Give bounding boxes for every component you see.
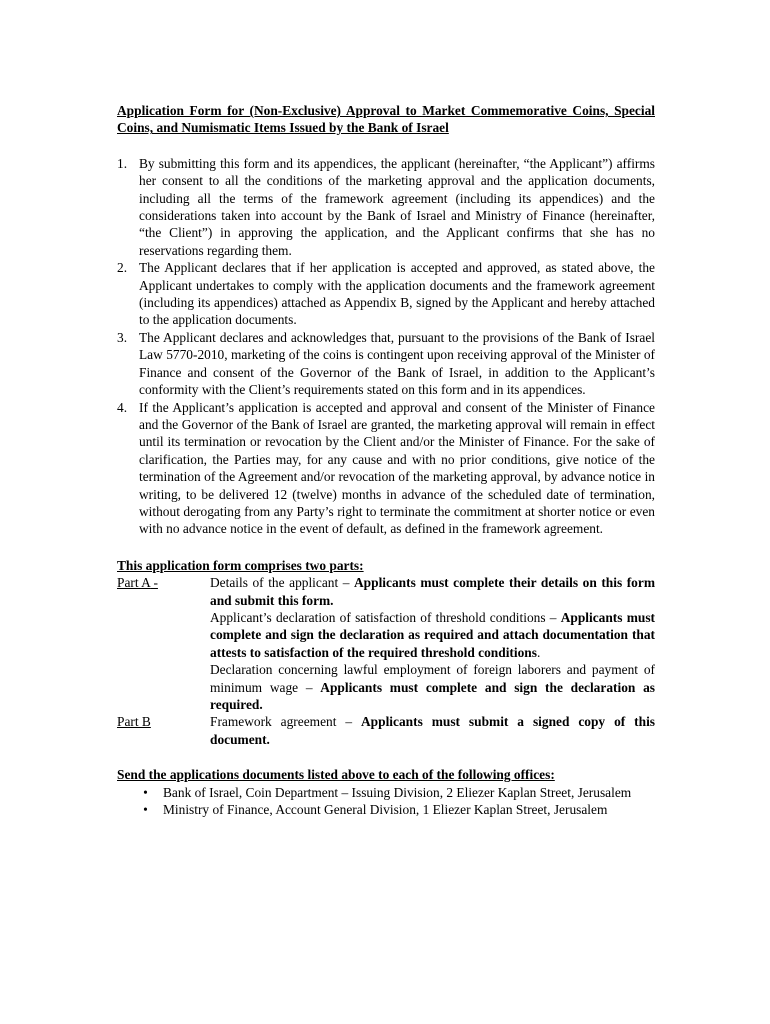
clause-text: The Applicant declares that if her application is accepted and approved, as stated above, the Applicant undertakes to comply with the application documents and the framework agreement (including its appendices) attached as Appendix B, signed by the Applicant and hereby attached to the application documents. xyxy=(139,260,655,328)
clause-number: 2. xyxy=(117,260,128,276)
part-b xyxy=(117,713,655,748)
part-b-item: Framework agreement – Applicants must submit a signed copy of this document. xyxy=(210,714,656,747)
part-a-item: Details of the applicant – Applicants must complete their details on this form and submit this form. xyxy=(210,575,655,608)
clause-item xyxy=(117,399,655,538)
send-heading: Send the applications documents listed above to each of the following offices: xyxy=(117,767,555,783)
clause-item xyxy=(117,259,655,329)
document-title: Application Form for (Non-Exclusive) Approval to Market Commemorative Coins, Special Coins, and Numismatic Items Issued by the Bank of Israel xyxy=(117,103,655,136)
bullet-icon: • xyxy=(143,802,148,818)
office-item xyxy=(117,801,655,818)
part-a xyxy=(117,574,655,713)
clause-number: 4. xyxy=(117,399,128,415)
bullet-icon: • xyxy=(143,784,148,800)
office-text: Bank of Israel, Coin Department – Issuing Division, 2 Eliezer Kaplan Street, Jerusalem xyxy=(163,784,632,800)
office-item xyxy=(117,784,655,801)
clause-text: The Applicant declares and acknowledges that, pursuant to the provisions of the Bank of Israel Law 5770-2010, marketing of the coins is contingent upon receiving approval of the Minister of Finance and consent of the Governor of the Bank of Israel, in addition to the Applicant’s conformity with the Client’s requirements stated on this form and in its appendices. xyxy=(139,329,655,398)
document-body xyxy=(117,102,655,818)
clause-text: If the Applicant’s application is accepted and approval and consent of the Minister of Finance and the Governor of the Bank of Israel are granted, the marketing approval will remain in effect until its termination or revocation by the Client and/or the Minister of Finance. For the sake of clarification, the Parties may, for any cause and with no prior conditions, give notice of the termination of the Agreement and/or revocation of the marketing approval, by advance notice in writing, to be delivered 12 (twelve) months in advance of the scheduled date of termination, without derogating from any Party’s right to terminate the commitment at shorter notice or even with no advance notice in the event of default, as defined in the framework agreement. xyxy=(139,399,655,537)
clause-text: By submitting this form and its appendices, the applicant (hereinafter, “the Applicant”) affirms her consent to all the conditions of the marketing approval and the application documents, including all the terms of the framework agreement (including its appendices) and the considerations taken into account by the Bank of Israel and Ministry of Finance (hereinafter, “the Client”) in approving the application, and the Applicant confirms that she has no reservations regarding them. xyxy=(139,155,655,258)
parts-heading: This application form comprises two parts: xyxy=(117,557,364,573)
part-b-label: Part B xyxy=(117,714,151,730)
clause-number: 3. xyxy=(117,329,128,345)
clauses-list xyxy=(117,155,655,538)
clause-number: 1. xyxy=(117,155,128,171)
offices-list xyxy=(117,784,655,819)
part-a-item: Declaration concerning lawful employment of foreign laborers and payment of minimum wage – Applicants must complete and sign the declaration as required. xyxy=(210,662,655,712)
clause-item xyxy=(117,329,655,399)
part-a-label: Part A - xyxy=(117,575,158,591)
part-b-items xyxy=(210,713,655,748)
clause-item xyxy=(117,155,655,259)
part-a-item: Applicant’s declaration of satisfaction of threshold conditions – Applicants must complete and sign the declaration as required and attach documentation that attests to satisfaction of the required threshold conditions. xyxy=(210,609,655,660)
part-a-items xyxy=(210,574,655,713)
office-text: Ministry of Finance, Account General Division, 1 Eliezer Kaplan Street, Jerusalem xyxy=(163,802,608,818)
